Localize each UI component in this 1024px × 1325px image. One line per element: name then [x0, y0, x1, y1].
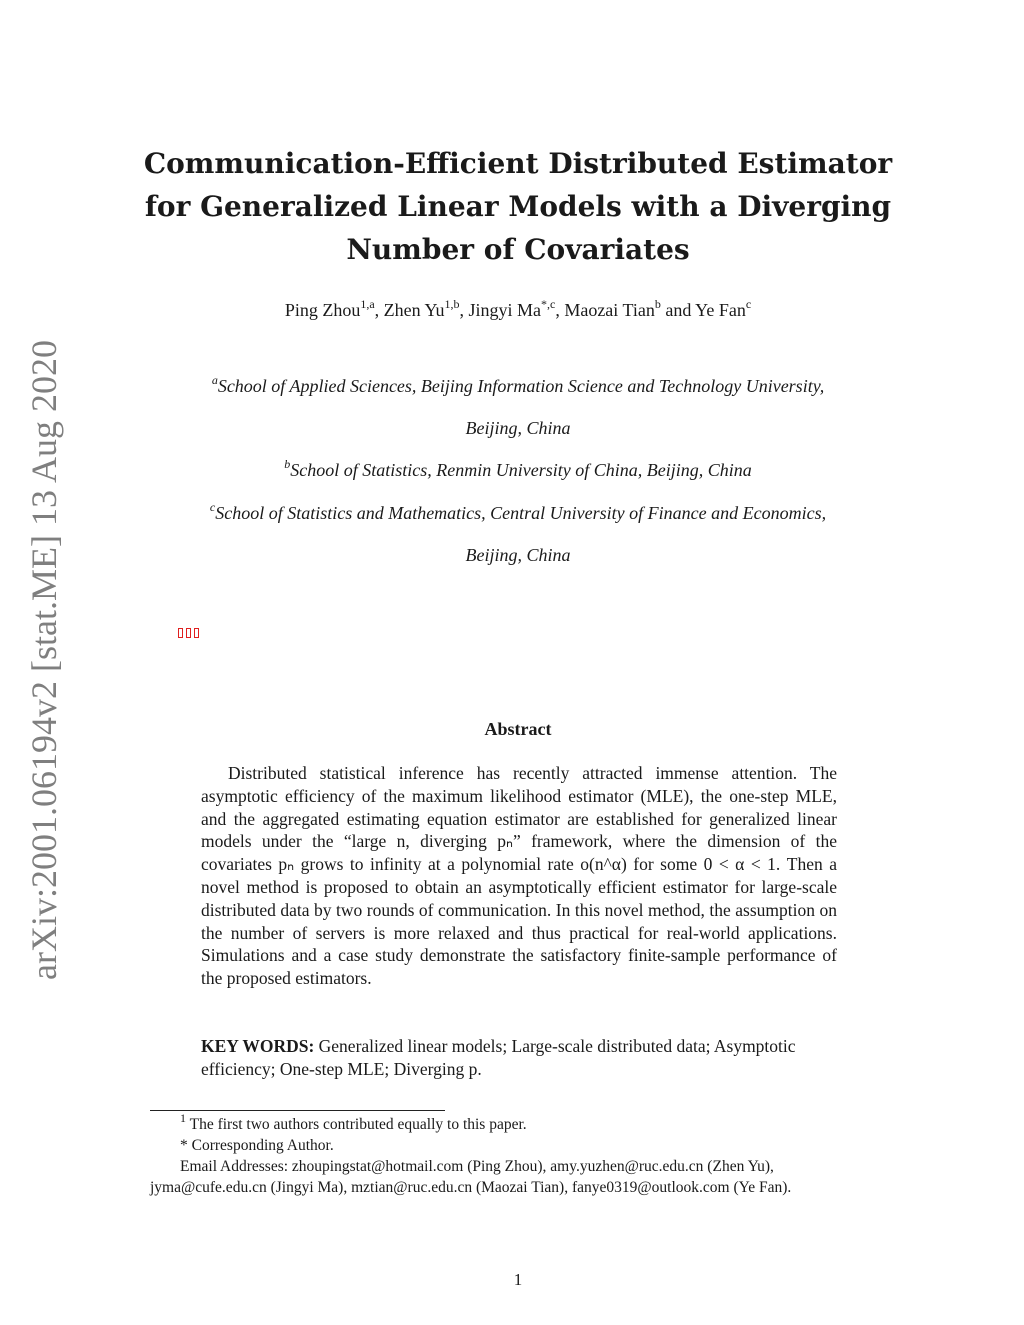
abstract-heading: Abstract — [484, 719, 552, 739]
affiliation-a-city: Beijing, China — [465, 418, 571, 438]
keywords-text: Generalized linear models; Large-scale distributed data; Asymptotic efficiency; One-step MLE; Diverging p. — [201, 1036, 796, 1079]
footnote-text: The first two authors contributed equally to this paper. — [189, 1116, 527, 1133]
missing-glyph-box — [178, 628, 183, 638]
keywords — [201, 1035, 853, 1081]
author-name: Ye Fan — [695, 300, 746, 320]
author-affil-mark: b — [654, 297, 661, 311]
author-affil-mark: c — [745, 297, 752, 311]
author-separator: and — [660, 300, 696, 320]
author-name: Maozai Tian — [564, 300, 655, 320]
author-separator: , — [555, 300, 565, 320]
author-affil-mark: 1,a — [360, 297, 375, 311]
page-number: 1 — [513, 1270, 523, 1289]
keywords-label: KEY WORDS: — [201, 1036, 315, 1056]
missing-glyph-box — [186, 628, 191, 638]
footnote-equal-contribution — [180, 1110, 527, 1135]
affiliation-text: School of Statistics and Mathematics, Central University of Finance and Economics, — [215, 503, 827, 523]
author-separator: , — [374, 300, 384, 320]
affiliation-mark: a — [211, 373, 218, 387]
affiliation-text: School of Applied Sciences, Beijing Information Science and Technology University, — [217, 376, 825, 396]
affiliation-a — [140, 373, 896, 397]
affiliation-b — [140, 457, 896, 481]
affiliation-c-city: Beijing, China — [465, 545, 571, 565]
author-affil-mark: 1,b — [444, 297, 460, 311]
author-name: Zhen Yu — [383, 300, 445, 320]
footnote-rule — [150, 1110, 445, 1111]
footnote-emails-cont: jyma@cufe.edu.cn (Jingyi Ma), mztian@ruc.edu.cn (Maozai Tian), fanye0319@outlook.com (Ye Fan). — [150, 1179, 792, 1196]
abstract-body: Distributed statistical inference has recently attracted immense attention. The asymptotic efficiency of the maximum likelihood estimator (MLE), the one-step MLE, and the aggregated estimating equation estimator are established for generalized linear models under the “large n, diverging pₙ” framework, where the dimension of the covariates pₙ grows to infinity at a polynomial rate o(n^α) for some 0 < α < 1. Then a novel method is proposed to obtain an asymptotically efficient estimator for large-scale distributed data by two rounds of communication. In this novel method, the assumption on the number of servers is more relaxed and thus practical for real-world applications. Simulations and a case study demonstrate the satisfactory finite-sample performance of the proposed estimators. — [201, 763, 837, 989]
footnote-mark: 1 — [180, 1110, 186, 1125]
affiliation-c — [140, 500, 896, 524]
author-list — [140, 297, 896, 321]
footnote-emails: Email Addresses: zhoupingstat@hotmail.com (Ping Zhou), amy.yuzhen@ruc.edu.cn (Zhen Yu), — [180, 1158, 774, 1175]
affiliation-mark: b — [284, 457, 291, 471]
author-affil-mark: *,c — [541, 297, 556, 311]
paper-title: Communication-Efficient Distributed Estimator for Generalized Linear Models with a Diverging Number of Covariates — [143, 147, 893, 266]
author-name: Jingyi Ma — [468, 300, 541, 320]
missing-glyph-box — [194, 628, 199, 638]
missing-glyph-marks — [178, 628, 199, 638]
author-separator: , — [459, 300, 469, 320]
arxiv-stamp: arXiv:2001.06194v2 [stat.ME] 13 Aug 2020 — [24, 340, 64, 980]
affiliation-mark: c — [209, 500, 216, 514]
affiliation-text: School of Statistics, Renmin University of China, Beijing, China — [290, 460, 752, 480]
author-name: Ping Zhou — [284, 300, 361, 320]
footnote-corresponding: * Corresponding Author. — [180, 1137, 334, 1154]
